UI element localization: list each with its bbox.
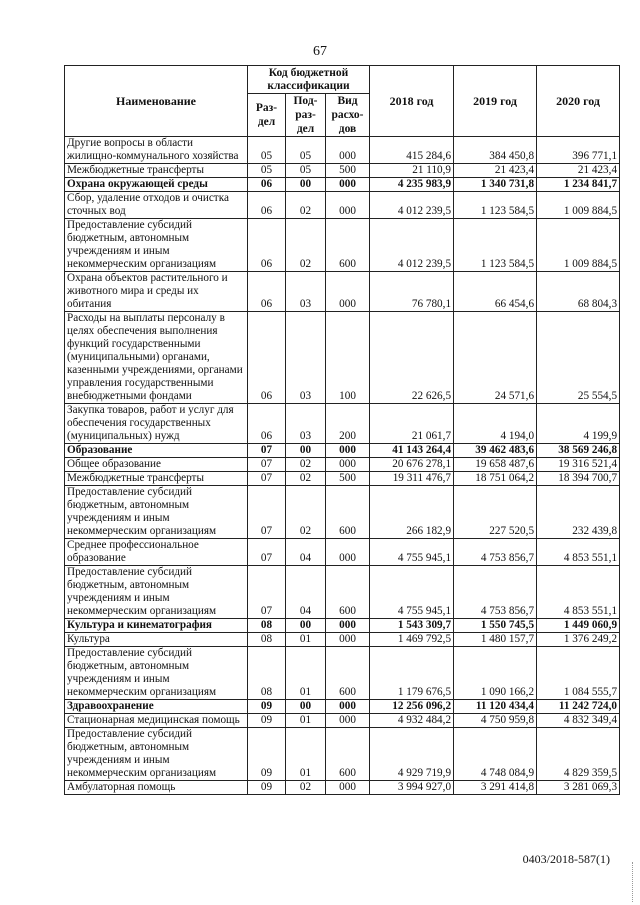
row-value-2020: 4 199,9: [537, 404, 620, 444]
row-name: Межбюджетные трансферты: [65, 472, 248, 486]
row-name: Предоставление субсидий бюджетным, автономным учреждениям и иным некоммерческим организациям: [65, 566, 248, 619]
table-body: [65, 137, 620, 795]
row-vid: 000: [326, 539, 370, 566]
row-podrazdel: 01: [286, 647, 326, 700]
row-value-2018: 1 543 309,7: [370, 619, 454, 633]
row-name: Предоставление субсидий бюджетным, автономным учреждениям и иным некоммерческим организациям: [65, 219, 248, 272]
row-value-2018: 415 284,6: [370, 137, 454, 164]
row-value-2018: 19 311 476,7: [370, 472, 454, 486]
table-row: [65, 137, 620, 164]
row-value-2020: 1 009 884,5: [537, 219, 620, 272]
row-value-2020: 19 316 521,4: [537, 458, 620, 472]
document-code: 0403/2018-587(1): [522, 852, 610, 866]
row-razdel: 06: [248, 192, 286, 219]
row-value-2018: 4 235 983,9: [370, 178, 454, 192]
row-podrazdel: 03: [286, 272, 326, 312]
row-vid: 200: [326, 404, 370, 444]
row-vid: 600: [326, 566, 370, 619]
row-podrazdel: 01: [286, 633, 326, 647]
header-podrazdel: Под-раз-дел: [286, 94, 326, 137]
row-razdel: 09: [248, 781, 286, 795]
row-value-2019: 1 123 584,5: [454, 192, 537, 219]
row-value-2018: 4 929 719,9: [370, 728, 454, 781]
row-vid: 600: [326, 486, 370, 539]
row-value-2020: 18 394 700,7: [537, 472, 620, 486]
row-value-2019: 21 423,4: [454, 164, 537, 178]
row-value-2020: 11 242 724,0: [537, 700, 620, 714]
row-vid: 500: [326, 164, 370, 178]
table-row: [65, 700, 620, 714]
row-razdel: 09: [248, 700, 286, 714]
row-razdel: 07: [248, 472, 286, 486]
row-name: Охрана окружающей среды: [65, 178, 248, 192]
row-podrazdel: 04: [286, 566, 326, 619]
row-value-2018: 4 012 239,5: [370, 219, 454, 272]
table-row: [65, 714, 620, 728]
row-vid: 000: [326, 458, 370, 472]
header-vid: Вид расхо-дов: [326, 94, 370, 137]
row-value-2019: 4 750 959,8: [454, 714, 537, 728]
table-row: [65, 539, 620, 566]
header-razdel: Раз-дел: [248, 94, 286, 137]
row-name: Общее образование: [65, 458, 248, 472]
table-row: [65, 272, 620, 312]
row-value-2020: 21 423,4: [537, 164, 620, 178]
row-name: Культура и кинематография: [65, 619, 248, 633]
row-podrazdel: 02: [286, 486, 326, 539]
row-value-2019: 4 753 856,7: [454, 539, 537, 566]
row-value-2019: 1 340 731,8: [454, 178, 537, 192]
row-value-2018: 4 932 484,2: [370, 714, 454, 728]
row-podrazdel: 02: [286, 458, 326, 472]
row-vid: 000: [326, 619, 370, 633]
header-2018: 2018 год: [370, 66, 454, 137]
row-vid: 000: [326, 633, 370, 647]
row-podrazdel: 01: [286, 714, 326, 728]
row-razdel: 07: [248, 486, 286, 539]
table-row: [65, 458, 620, 472]
table-row: [65, 633, 620, 647]
row-razdel: 07: [248, 566, 286, 619]
row-value-2018: 4 755 945,1: [370, 539, 454, 566]
row-value-2019: 1 123 584,5: [454, 219, 537, 272]
row-razdel: 07: [248, 444, 286, 458]
row-vid: 600: [326, 219, 370, 272]
row-razdel: 07: [248, 539, 286, 566]
row-name: Предоставление субсидий бюджетным, автономным учреждениям и иным некоммерческим организациям: [65, 486, 248, 539]
row-value-2020: 25 554,5: [537, 312, 620, 404]
row-value-2019: 1 550 745,5: [454, 619, 537, 633]
row-value-2018: 76 780,1: [370, 272, 454, 312]
row-value-2018: 266 182,9: [370, 486, 454, 539]
row-vid: 100: [326, 312, 370, 404]
row-value-2020: 4 832 349,4: [537, 714, 620, 728]
row-value-2019: 18 751 064,2: [454, 472, 537, 486]
row-value-2018: 21 061,7: [370, 404, 454, 444]
row-value-2020: 232 439,8: [537, 486, 620, 539]
row-value-2019: 1 090 166,2: [454, 647, 537, 700]
row-value-2019: 4 194,0: [454, 404, 537, 444]
edge-mark: [632, 862, 634, 902]
row-podrazdel: 02: [286, 219, 326, 272]
header-code-group: Код бюджетной классификации: [248, 66, 370, 94]
row-vid: 000: [326, 137, 370, 164]
header-name: Наименование: [65, 66, 248, 137]
row-value-2019: 24 571,6: [454, 312, 537, 404]
row-vid: 000: [326, 178, 370, 192]
row-podrazdel: 03: [286, 312, 326, 404]
row-razdel: 05: [248, 137, 286, 164]
row-name: Среднее профессиональное образование: [65, 539, 248, 566]
row-value-2018: 22 626,5: [370, 312, 454, 404]
row-razdel: 06: [248, 272, 286, 312]
row-value-2020: 4 853 551,1: [537, 539, 620, 566]
row-value-2020: 4 829 359,5: [537, 728, 620, 781]
table-row: [65, 219, 620, 272]
row-vid: 000: [326, 444, 370, 458]
table-row: [65, 472, 620, 486]
row-podrazdel: 00: [286, 619, 326, 633]
row-value-2020: 38 569 246,8: [537, 444, 620, 458]
row-value-2019: 39 462 483,6: [454, 444, 537, 458]
row-name: Здравоохранение: [65, 700, 248, 714]
row-value-2019: 227 520,5: [454, 486, 537, 539]
table-row: [65, 178, 620, 192]
row-name: Предоставление субсидий бюджетным, автономным учреждениям и иным некоммерческим организациям: [65, 647, 248, 700]
row-vid: 000: [326, 700, 370, 714]
row-podrazdel: 05: [286, 164, 326, 178]
row-value-2019: 11 120 434,4: [454, 700, 537, 714]
table-row: [65, 444, 620, 458]
row-name: Закупка товаров, работ и услуг для обеспечения государственных (муниципальных) нужд: [65, 404, 248, 444]
table-row: [65, 619, 620, 633]
row-value-2020: 3 281 069,3: [537, 781, 620, 795]
row-podrazdel: 02: [286, 781, 326, 795]
row-value-2019: 1 480 157,7: [454, 633, 537, 647]
table-row: [65, 404, 620, 444]
table-row: [65, 566, 620, 619]
budget-table: [64, 65, 620, 795]
row-value-2018: 4 755 945,1: [370, 566, 454, 619]
row-value-2020: 1 376 249,2: [537, 633, 620, 647]
row-name: Сбор, удаление отходов и очистка сточных вод: [65, 192, 248, 219]
row-value-2018: 3 994 927,0: [370, 781, 454, 795]
row-razdel: 06: [248, 219, 286, 272]
row-value-2018: 21 110,9: [370, 164, 454, 178]
row-razdel: 08: [248, 633, 286, 647]
row-value-2019: 4 748 084,9: [454, 728, 537, 781]
row-name: Охрана объектов растительного и животного мира и среды их обитания: [65, 272, 248, 312]
row-value-2019: 3 291 414,8: [454, 781, 537, 795]
row-value-2018: 1 469 792,5: [370, 633, 454, 647]
table-header: [65, 66, 620, 137]
row-name: Амбулаторная помощь: [65, 781, 248, 795]
row-razdel: 08: [248, 619, 286, 633]
row-value-2020: 396 771,1: [537, 137, 620, 164]
row-name: Стационарная медицинская помощь: [65, 714, 248, 728]
row-razdel: 06: [248, 178, 286, 192]
row-vid: 000: [326, 714, 370, 728]
row-value-2018: 4 012 239,5: [370, 192, 454, 219]
row-value-2018: 20 676 278,1: [370, 458, 454, 472]
row-vid: 500: [326, 472, 370, 486]
row-podrazdel: 01: [286, 728, 326, 781]
row-name: Культура: [65, 633, 248, 647]
row-value-2018: 1 179 676,5: [370, 647, 454, 700]
row-razdel: 09: [248, 728, 286, 781]
row-vid: 000: [326, 781, 370, 795]
row-podrazdel: 05: [286, 137, 326, 164]
row-vid: 600: [326, 728, 370, 781]
row-value-2020: 1 234 841,7: [537, 178, 620, 192]
row-podrazdel: 03: [286, 404, 326, 444]
row-razdel: 07: [248, 458, 286, 472]
table-row: [65, 647, 620, 700]
table-row: [65, 312, 620, 404]
row-value-2018: 12 256 096,2: [370, 700, 454, 714]
table-row: [65, 192, 620, 219]
row-vid: 600: [326, 647, 370, 700]
row-podrazdel: 04: [286, 539, 326, 566]
row-podrazdel: 00: [286, 700, 326, 714]
row-value-2020: 68 804,3: [537, 272, 620, 312]
table-row: [65, 728, 620, 781]
row-vid: 000: [326, 192, 370, 219]
row-value-2018: 41 143 264,4: [370, 444, 454, 458]
row-value-2019: 384 450,8: [454, 137, 537, 164]
table-row: [65, 781, 620, 795]
header-2020: 2020 год: [537, 66, 620, 137]
row-razdel: 08: [248, 647, 286, 700]
row-podrazdel: 00: [286, 444, 326, 458]
row-value-2019: 19 658 487,6: [454, 458, 537, 472]
row-value-2020: 4 853 551,1: [537, 566, 620, 619]
row-name: Межбюджетные трансферты: [65, 164, 248, 178]
page-number: 67: [313, 44, 327, 59]
row-value-2019: 66 454,6: [454, 272, 537, 312]
row-name: Расходы на выплаты персоналу в целях обеспечения выполнения функций государственными (муниципальными) органами, казенными учреждениями, органами управления государственными внебюджетными фондами: [65, 312, 248, 404]
row-value-2019: 4 753 856,7: [454, 566, 537, 619]
row-name: Предоставление субсидий бюджетным, автономным учреждениям и иным некоммерческим организациям: [65, 728, 248, 781]
row-razdel: 06: [248, 312, 286, 404]
row-value-2020: 1 449 060,9: [537, 619, 620, 633]
table-row: [65, 164, 620, 178]
row-value-2020: 1 084 555,7: [537, 647, 620, 700]
row-razdel: 06: [248, 404, 286, 444]
header-2019: 2019 год: [454, 66, 537, 137]
row-podrazdel: 02: [286, 472, 326, 486]
row-name: Другие вопросы в области жилищно-коммунального хозяйства: [65, 137, 248, 164]
row-value-2020: 1 009 884,5: [537, 192, 620, 219]
table-row: [65, 486, 620, 539]
row-vid: 000: [326, 272, 370, 312]
row-razdel: 09: [248, 714, 286, 728]
row-razdel: 05: [248, 164, 286, 178]
row-name: Образование: [65, 444, 248, 458]
row-podrazdel: 00: [286, 178, 326, 192]
row-podrazdel: 02: [286, 192, 326, 219]
